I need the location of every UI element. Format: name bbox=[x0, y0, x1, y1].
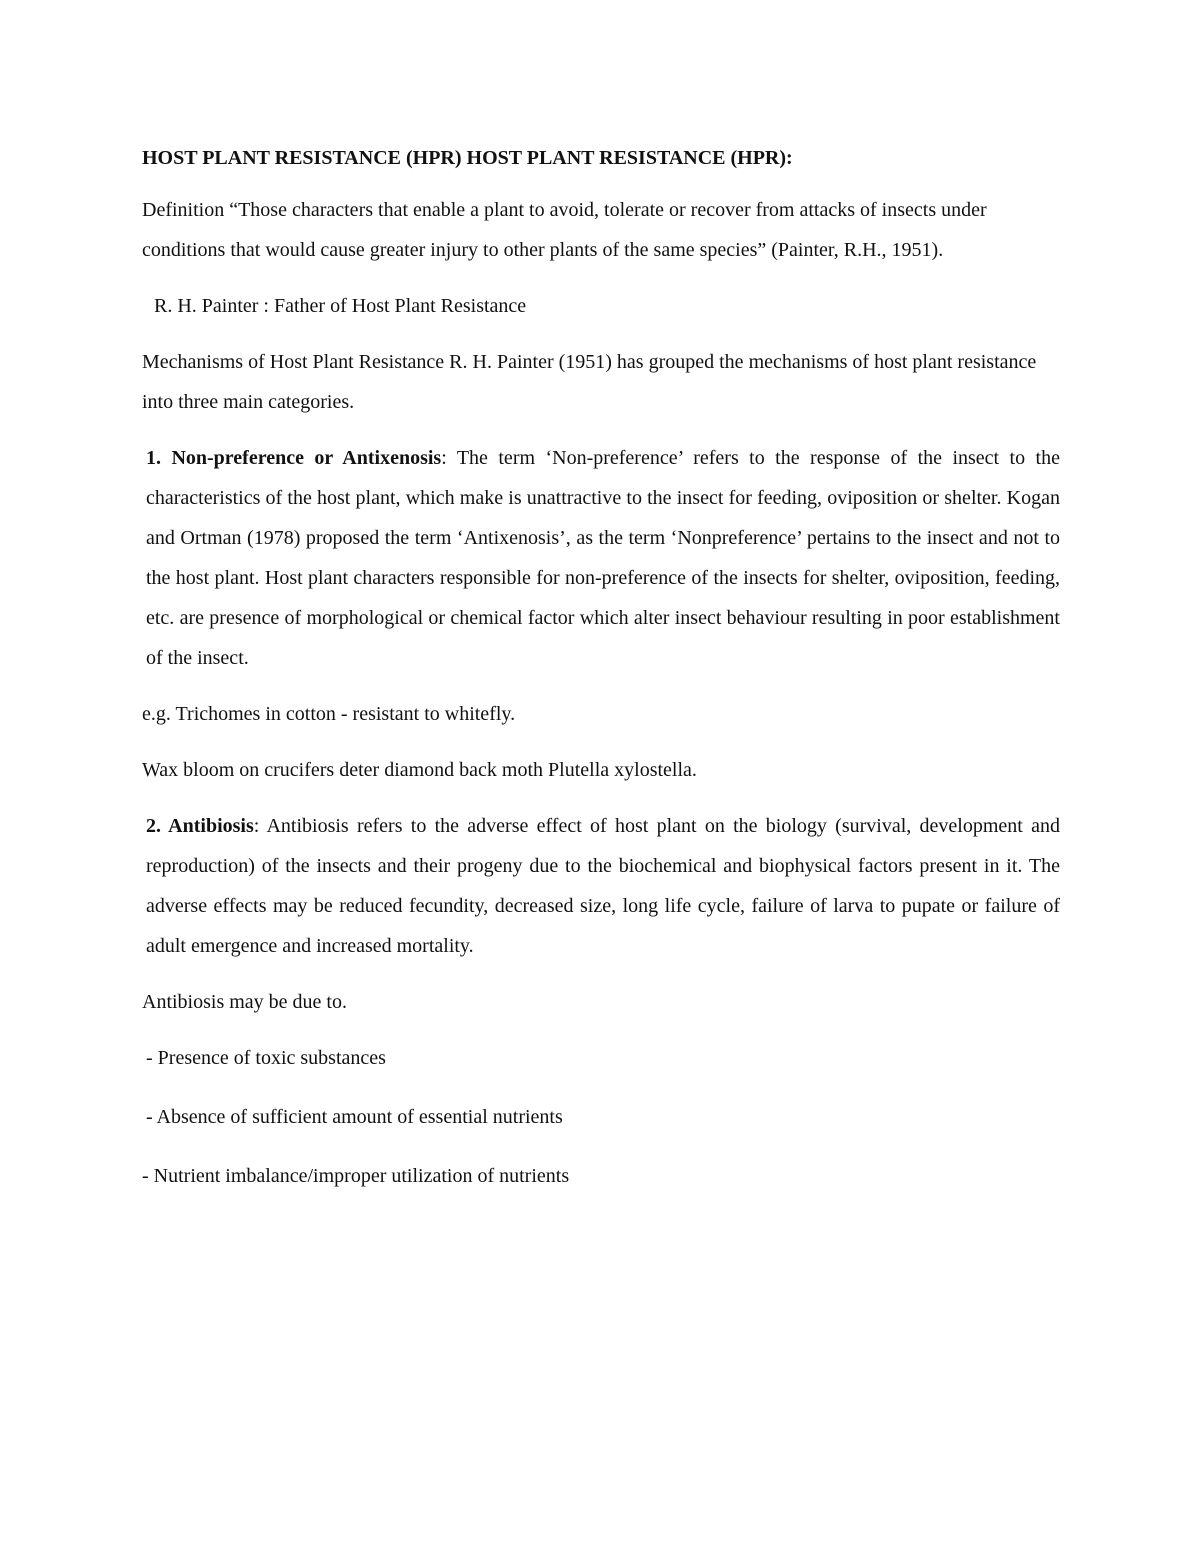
section-non-preference-heading: 1. Non-preference or Antixenosis bbox=[146, 447, 442, 469]
list-item: - Nutrient imbalance/improper utilization of nutrients bbox=[142, 1165, 570, 1187]
antibiosis-intro: Antibiosis may be due to. bbox=[142, 991, 347, 1013]
section-antibiosis bbox=[142, 806, 1060, 966]
section-non-preference bbox=[142, 438, 1060, 678]
example-trichomes: e.g. Trichomes in cotton - resistant to whitefly. bbox=[142, 703, 516, 725]
example-wax-bloom: Wax bloom on crucifers deter diamond back moth Plutella xylostella. bbox=[142, 759, 697, 781]
list-item: - Presence of toxic substances bbox=[146, 1047, 386, 1069]
antibiosis-causes-list bbox=[142, 1038, 1060, 1196]
document-title: HOST PLANT RESISTANCE (HPR) HOST PLANT RESISTANCE (HPR): bbox=[142, 147, 793, 169]
definition-paragraph: Definition “Those characters that enable a plant to avoid, tolerate or recover from attacks of insects under conditions that would cause greater injury to other plants of the same species” (Painter, R.H., 1951). bbox=[142, 199, 987, 261]
section-non-preference-body: : The term ‘Non-preference’ refers to the response of the insect to the characteristics of the host plant, which make is unattractive to the insect for feeding, oviposition or shelter. Kogan and Ortman (1978) proposed the term ‘Antixenosis’, as the term ‘Nonpreference’ pertains to the insect and not to the host plant. Host plant characters responsible for non-preference of the insects for shelter, oviposition, feeding, etc. are presence of morphological or chemical factor which alter insect behaviour resulting in poor establishment of the insect. bbox=[146, 447, 1060, 669]
section-antibiosis-heading: 2. Antibiosis bbox=[146, 815, 254, 837]
mechanisms-intro-paragraph: Mechanisms of Host Plant Resistance R. H. Painter (1951) has grouped the mechanisms of host plant resistance into three main categories. bbox=[142, 351, 1037, 413]
father-line: R. H. Painter : Father of Host Plant Resistance bbox=[154, 295, 527, 317]
section-antibiosis-body: : Antibiosis refers to the adverse effect of host plant on the biology (survival, development and reproduction) of the insects and their progeny due to the biochemical and biophysical factors present in it. The adverse effects may be reduced fecundity, decreased size, long life cycle, failure of larva to pupate or failure of adult emergence and increased mortality. bbox=[146, 815, 1060, 957]
list-item: - Absence of sufficient amount of essential nutrients bbox=[146, 1106, 563, 1128]
document-page bbox=[142, 140, 1060, 1215]
